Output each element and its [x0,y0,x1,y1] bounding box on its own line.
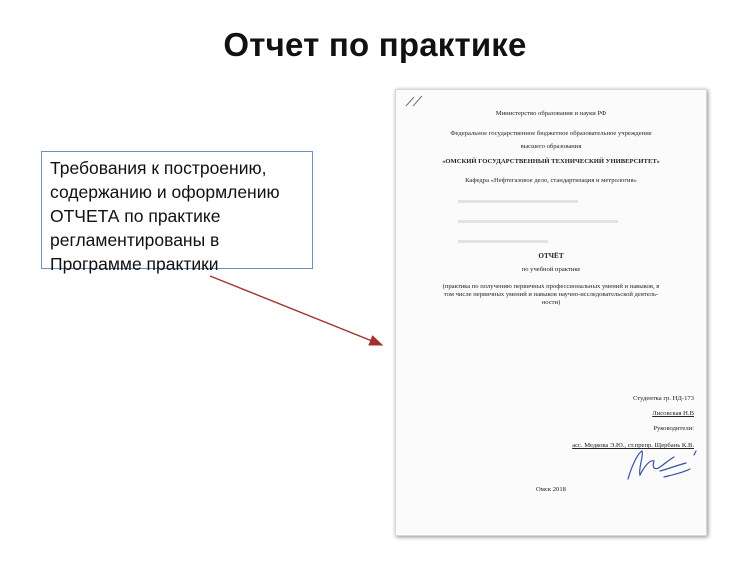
doc-city-year: Омск 2018 [536,486,566,493]
requirements-callout-text: Требования к построению, содержанию и оформлению ОТЧЕТА по практике регламентированы в Программе практики [50,158,280,274]
doc-ministry: Министерство образования и науки РФ [495,110,607,117]
faint-bleed-line [458,220,618,223]
doc-practice-type: по учебной практике [521,266,581,273]
doc-student-name: Лисовская Н.В [652,410,694,417]
report-title-page [395,89,707,536]
faint-bleed-line [458,200,578,203]
doc-department: Кафедра «Нефтегазовое дело, стандартизация и метрология» [465,177,637,184]
doc-institution-line2: высшего образования [520,143,582,150]
handwritten-grade-signature [624,445,708,485]
faint-bleed-line [458,240,548,243]
doc-practice-desc-3: ности) [541,299,561,306]
doc-institution-line1: Федеральное государственное бюджетное образовательное учреждение [450,130,652,137]
doc-report-title: ОТЧЁТ [538,252,564,260]
doc-practice-desc-1: (практика по получению первичных профессиональных умений и навыков, в [442,283,660,290]
doc-practice-desc-2: том числе первичных умений и навыков научно-исследовательской деятель- [443,291,659,298]
requirements-callout-box [41,151,313,274]
doc-supervisors: асс. Медкова Э.Ю., ст.препр. Щербань К.В. [572,442,694,449]
doc-university: «ОМСКИЙ ГОСУДАРСТВЕННЫЙ ТЕХНИЧЕСКИЙ УНИВЕРСИТЕТ» [442,158,660,165]
pen-mark-icon [404,94,434,108]
doc-supervisors-label: Руководители: [653,425,694,432]
slide-title: Отчет по практике [223,26,527,63]
doc-student-group: Студентка гр. НД-173 [632,395,694,402]
